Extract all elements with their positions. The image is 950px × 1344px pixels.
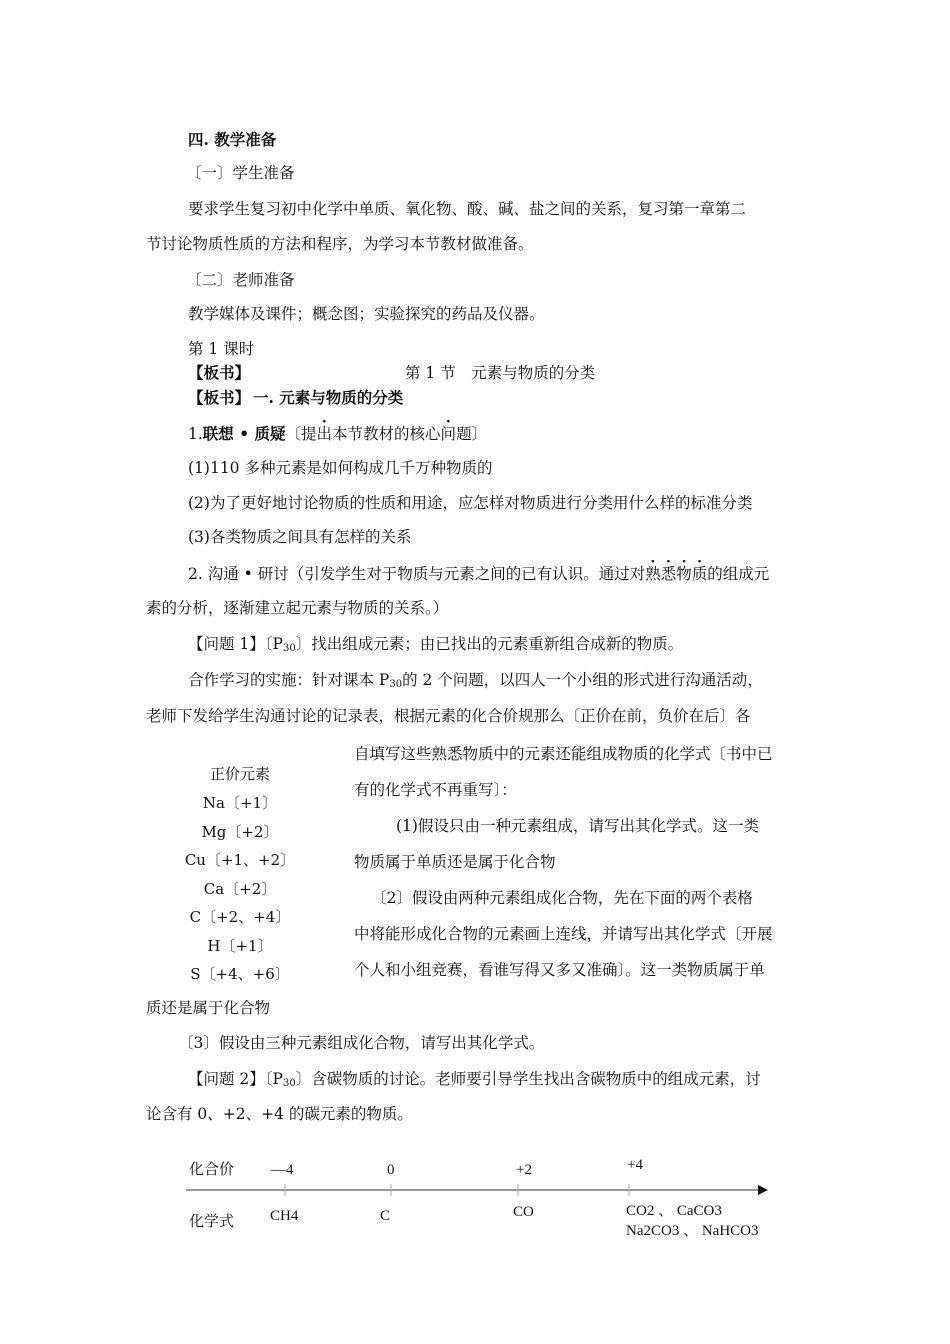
problem2-ref-pre: 〔P: [264, 1070, 283, 1088]
item2-text-a: 2. 沟通 • 研讨（引发学生对于物质与元素之间的已有认识。通过对: [188, 565, 646, 583]
problem2-text: 含碳物质的讨论。老师要引导学生找出含碳物质中的组成元素，讨: [311, 1070, 761, 1088]
right-col-line-6: 中将能形成化合物的元素画上连线，并请写出其化学式〔开展: [354, 925, 773, 943]
lesson-label: 第 1 课时: [188, 340, 255, 358]
right-col-line-4: 物质属于单质还是属于化合物: [354, 853, 556, 871]
coop-line1-a: 合作学习的实施：针对课本 P: [188, 671, 390, 689]
student-prep-text-2: 节讨论物质性质的方法和程序，为学习本节教材做准备。: [146, 235, 534, 253]
question-3: (3)各类物质之间具有怎样的关系: [188, 528, 412, 546]
problem2-ref-post: 〕: [295, 1070, 312, 1088]
item2-dot-2: 悉: [660, 565, 677, 583]
element-item: C〔+2、+4〕: [189, 908, 291, 926]
formula-row-label: 化学式: [189, 1212, 235, 1230]
formula-co2-caco3: CO2 、 CaCO3: [626, 1203, 722, 1219]
right-col-line-3: (1)假设只由一种元素组成，请写出其化学式。这一类: [396, 817, 759, 835]
valence-plus2: +2: [516, 1162, 532, 1178]
valence-0: 0: [387, 1162, 395, 1178]
valence-plus4: +4: [627, 1157, 643, 1173]
item1-dot-char-1: 出: [316, 425, 333, 443]
element-item: Na〔+1〕: [202, 794, 278, 812]
problem1-tag: 【问题 1】: [188, 635, 265, 653]
item1-line: [188, 424, 487, 444]
problem1-ref-sub: 30: [282, 643, 296, 654]
valence-minus4: —4: [271, 1162, 294, 1178]
item2-dot-3: 物: [676, 565, 692, 583]
problem2-tag: 【问题 2】: [188, 1070, 265, 1088]
item2-line-1: [188, 564, 769, 584]
valence-row-label: 化合价: [189, 1160, 235, 1178]
problem2-line-2: 论含有 0、+2、+4 的碳元素的物质。: [146, 1105, 413, 1123]
element-item: H〔+1〕: [207, 937, 273, 955]
item1-end: 题〕: [456, 425, 488, 443]
problem2-ref-sub: 30: [282, 1078, 296, 1089]
student-prep-text-1: 要求学生复习初中化学中单质、氧化物、酸、碱、盐之间的关系，复习第一章第二: [188, 200, 747, 218]
left-col-continuation: 质还是属于化合物: [146, 999, 271, 1017]
coop-line1-b: 的 2 个问题，以四人一个小组的形式进行沟通活动，: [402, 671, 763, 689]
formula-co: CO: [513, 1204, 534, 1220]
right-col-line-5: 〔2〕假设由两种元素组成化合物，先在下面的两个表格: [371, 889, 753, 907]
coop-line-2: 老师下发给学生沟通讨论的记录表，根据元素的化合价规那么〔正价在前，负价在后〕各: [146, 707, 751, 725]
question-1: (1)110 多种元素是如何构成几千万种物质的: [188, 459, 493, 477]
formula-c: C: [380, 1208, 391, 1224]
question-3-three-elements: 〔3〕假设由三种元素组成化合物，请写出其化学式。: [178, 1034, 545, 1052]
axis-arrow-icon: [758, 1185, 768, 1195]
item1-dot-char-2: 问: [440, 425, 457, 443]
item2-line-2: 素的分析，逐渐建立起元素与物质的关系。）: [146, 599, 449, 617]
formula-na2co3-nahco3: Na2CO3 、 NaHCO3: [626, 1223, 759, 1239]
item2-dot-1: 熟: [645, 565, 661, 583]
coop-line-1: [188, 670, 763, 695]
elements-heading: 正价元素: [209, 765, 270, 783]
formula-ch4: CH4: [270, 1208, 299, 1224]
right-col-line-2: 有的化学式不再重写〕：: [354, 781, 517, 799]
teacher-prep-heading: 〔二〕老师准备: [186, 271, 295, 289]
student-prep-heading: 〔一〕学生准备: [186, 164, 295, 182]
problem1-ref-pre: 〔P: [264, 635, 283, 653]
right-col-line-1: 自填写这些熟悉物质中的元素还能组成物质的化学式〔书中已: [354, 745, 773, 763]
element-item: Ca〔+2〕: [203, 880, 277, 898]
item1-title: 联想 • 质疑: [202, 424, 286, 443]
element-item: Mg〔+2〕: [201, 823, 279, 841]
board-tag-2: 【板书】: [188, 388, 251, 407]
problem1-ref-post: 〕: [295, 635, 312, 653]
item2-text-b: 的组成元: [707, 565, 770, 583]
problem1-line: [188, 634, 683, 659]
item1-paren-open: 〔提: [285, 425, 317, 443]
board-tag-1: 【板书】: [188, 363, 251, 382]
right-col-line-7: 个人和小组竞赛，看谁写得又多又准确〕。这一类物质属于单: [354, 961, 765, 979]
board-title-1: 第 1 节 元素与物质的分类: [405, 364, 596, 382]
element-item: Cu〔+1、+2〕: [184, 851, 296, 869]
element-item: S〔+4、+6〕: [190, 965, 290, 983]
teacher-prep-text: 教学媒体及课件；概念图；实验探究的药品及仪器。: [188, 305, 545, 323]
board-title-2: 一. 元素与物质的分类: [253, 388, 404, 407]
item1-prefix: 1.: [188, 425, 203, 443]
problem2-line-1: [188, 1069, 761, 1094]
item1-mid: 本节教材的核心: [332, 425, 441, 443]
problem1-text: 找出组成元素；由已找出的元素重新组合成新的物质。: [311, 635, 684, 653]
item2-dot-4: 质: [691, 565, 708, 583]
coop-line1-sub: 30: [389, 679, 403, 690]
question-2: (2)为了更好地讨论物质的性质和用途，应怎样对物质进行分类用什么样的标准分类: [188, 494, 753, 512]
section-title: 四. 教学准备: [188, 130, 277, 149]
